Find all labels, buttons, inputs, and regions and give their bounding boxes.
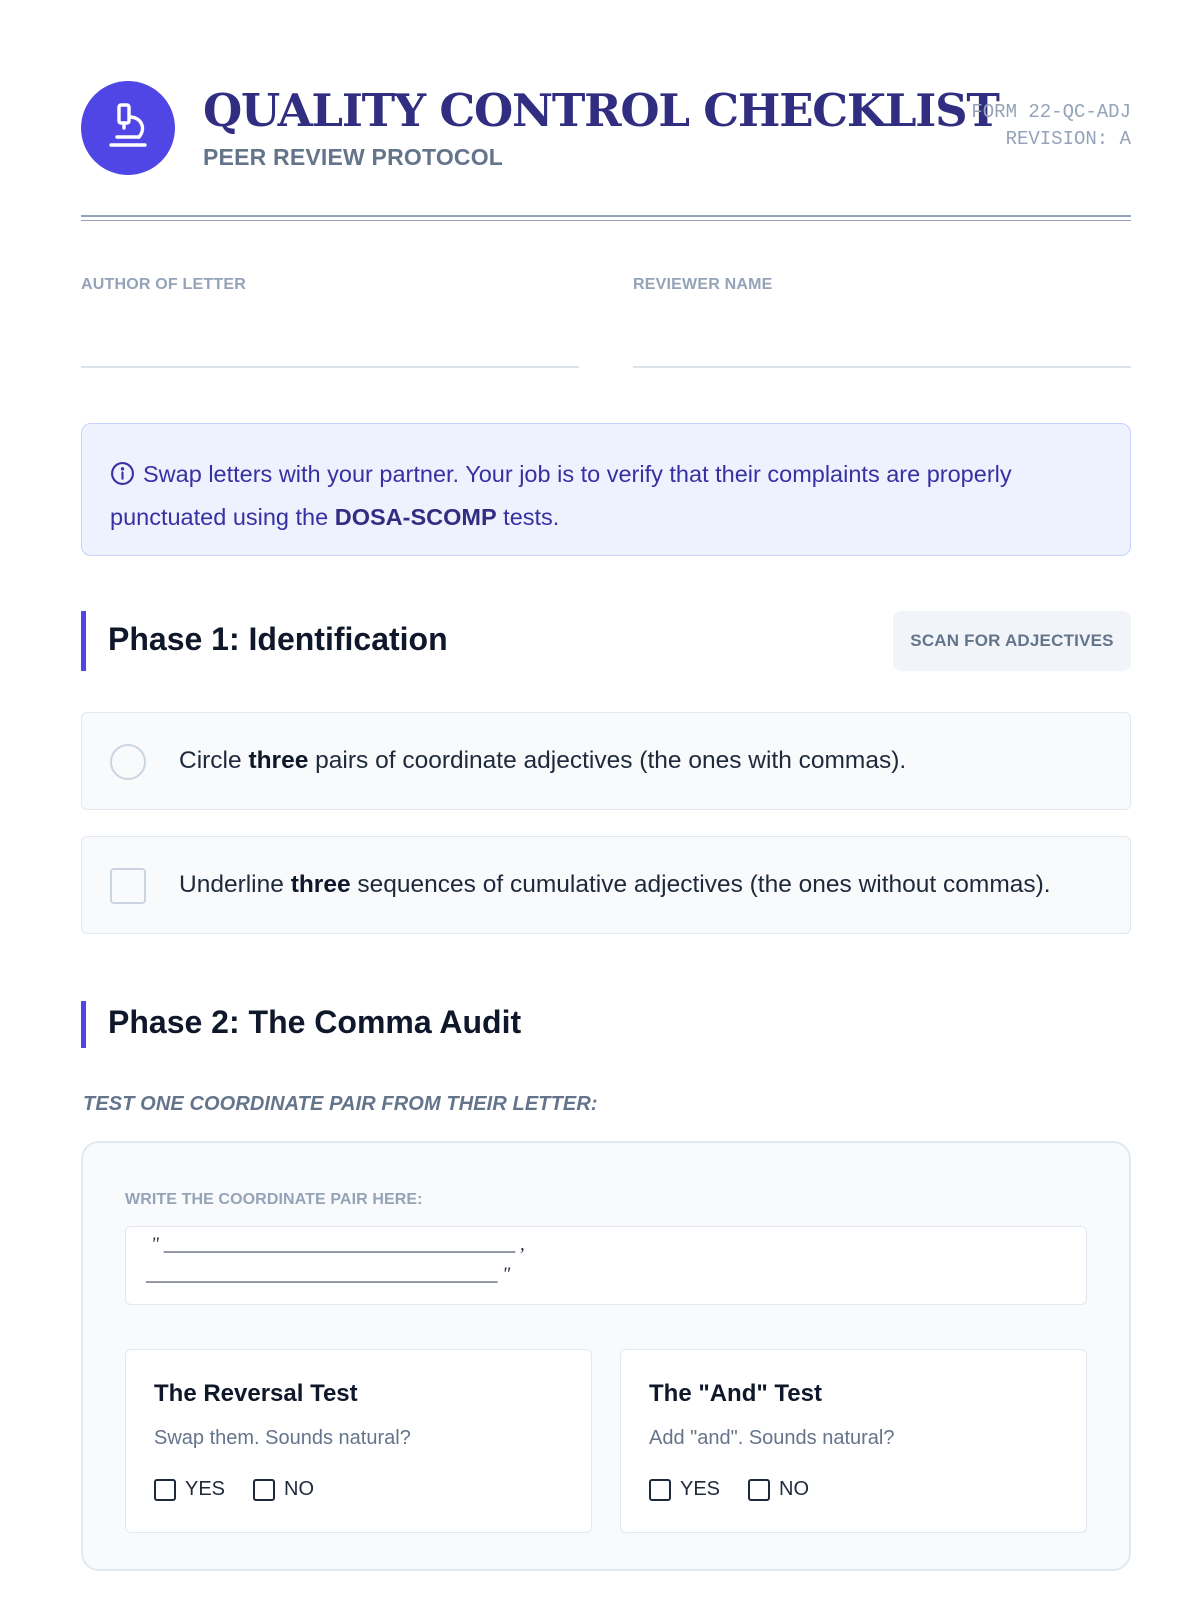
task-text-start: Underline bbox=[179, 871, 284, 898]
logo bbox=[81, 81, 175, 175]
author-field-label: AUTHOR OF LETTER bbox=[81, 276, 246, 293]
test-description: Add "and". Sounds natural? bbox=[649, 1427, 895, 1449]
task-circle-coordinate[interactable] bbox=[81, 712, 1131, 810]
comma-audit-panel bbox=[81, 1141, 1131, 1571]
form-revision: REVISION: A bbox=[1005, 128, 1131, 150]
pair-blank-line-2: _____________________________________ " bbox=[146, 1264, 511, 1285]
info-text-end: tests. bbox=[496, 504, 560, 530]
scan-for-adjectives-button[interactable]: SCAN FOR ADJECTIVES bbox=[893, 611, 1131, 671]
author-field-line bbox=[81, 366, 579, 368]
coordinate-pair-input[interactable] bbox=[125, 1226, 1087, 1305]
author-field[interactable] bbox=[81, 276, 579, 294]
yes-option[interactable] bbox=[154, 1478, 225, 1501]
yes-label: YES bbox=[185, 1478, 226, 1500]
form-meta bbox=[971, 99, 1131, 153]
instructions-callout bbox=[81, 423, 1131, 556]
yes-option[interactable] bbox=[649, 1478, 720, 1501]
task-text-end: pairs of coordinate adjectives (the ones with commas). bbox=[315, 747, 907, 774]
task-text-start: Circle bbox=[179, 747, 242, 774]
phase-1-accent-bar bbox=[81, 611, 86, 671]
pair-blank-line-1: " _____________________________________ , bbox=[151, 1234, 525, 1255]
info-text: Swap letters with your partner. Your job is to verify that their complaints are properly punctuated using the bbox=[110, 461, 1012, 530]
pair-field-label: WRITE THE COORDINATE PAIR HERE: bbox=[125, 1191, 423, 1208]
reversal-test-card bbox=[125, 1349, 592, 1533]
reviewer-field[interactable] bbox=[633, 276, 1131, 294]
yes-checkbox[interactable] bbox=[154, 1479, 176, 1501]
task-text bbox=[179, 837, 1051, 933]
task-text-emphasis: three bbox=[248, 747, 309, 774]
yes-label: YES bbox=[680, 1478, 721, 1500]
no-checkbox[interactable] bbox=[748, 1479, 770, 1501]
info-highlight: DOSA-SCOMP bbox=[334, 504, 497, 530]
no-checkbox[interactable] bbox=[253, 1479, 275, 1501]
form-id: FORM 22-QC-ADJ bbox=[971, 101, 1131, 123]
no-label: NO bbox=[779, 1478, 809, 1500]
phase-1-header bbox=[81, 611, 1131, 671]
no-option[interactable] bbox=[748, 1478, 809, 1501]
task-text-emphasis: three bbox=[290, 871, 351, 898]
header-divider bbox=[81, 215, 1131, 217]
test-description: Swap them. Sounds natural? bbox=[154, 1427, 411, 1449]
phase-2-title: Phase 2: The Comma Audit bbox=[108, 1004, 522, 1040]
info-icon bbox=[110, 459, 135, 498]
no-option[interactable] bbox=[253, 1478, 314, 1501]
page-subtitle: PEER REVIEW PROTOCOL bbox=[203, 144, 504, 170]
yes-checkbox[interactable] bbox=[649, 1479, 671, 1501]
circle-marker[interactable] bbox=[110, 744, 146, 780]
task-text bbox=[179, 713, 906, 809]
no-label: NO bbox=[284, 1478, 314, 1500]
task-text-end: sequences of cumulative adjectives (the ones without commas). bbox=[357, 871, 1051, 898]
checkbox-marker[interactable] bbox=[110, 868, 146, 904]
header-divider-thin bbox=[81, 220, 1131, 221]
phase-1-title: Phase 1: Identification bbox=[108, 621, 448, 657]
test-title: The "And" Test bbox=[649, 1380, 822, 1407]
reviewer-field-line bbox=[633, 366, 1131, 368]
header bbox=[81, 81, 1131, 177]
page-title: QUALITY CONTROL CHECKLIST bbox=[203, 84, 999, 137]
test-title: The Reversal Test bbox=[154, 1380, 358, 1407]
task-underline-cumulative[interactable] bbox=[81, 836, 1131, 934]
phase-2-header bbox=[81, 1001, 1131, 1048]
reviewer-field-label: REVIEWER NAME bbox=[633, 276, 773, 293]
and-test-card bbox=[620, 1349, 1087, 1533]
phase-2-accent-bar bbox=[81, 1001, 86, 1048]
microscope-icon bbox=[105, 101, 151, 156]
audit-instruction: TEST ONE COORDINATE PAIR FROM THEIR LETTER: bbox=[83, 1093, 598, 1115]
